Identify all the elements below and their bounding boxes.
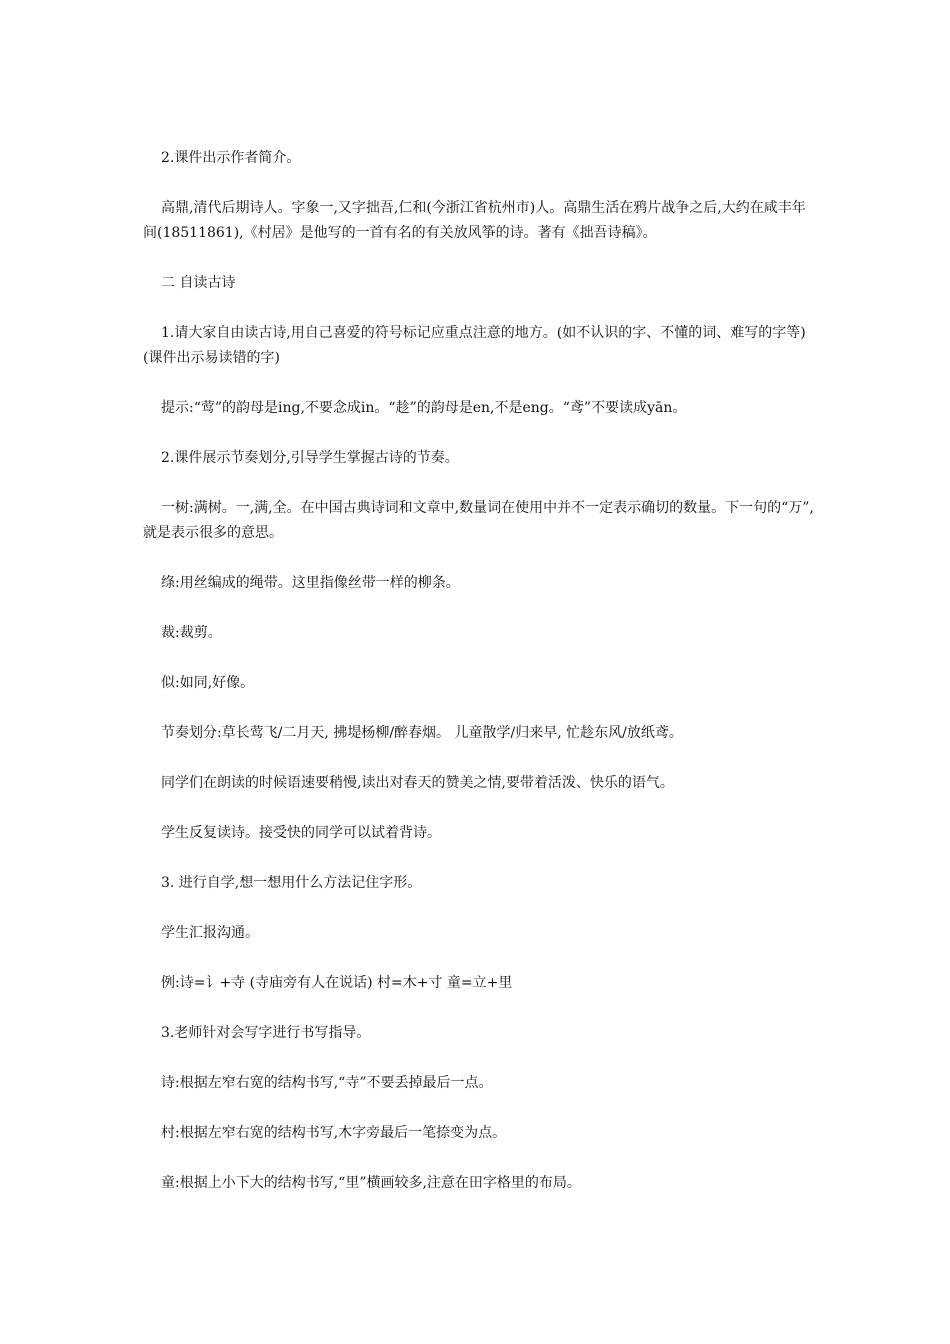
paragraph-character-example: 例:诗=讠+寺 (寺庙旁有人在说话) 村=木+寸 童=立+里 — [161, 975, 513, 991]
paragraph-char-shi: 诗:根据左窄右宽的结构书写,“寺”不要丢掉最后一点。 — [161, 1075, 493, 1091]
paragraph-reading-tone: 同学们在朗读的时候语速要稍慢,读出对春天的赞美之情,要带着活泼、快乐的语气。 — [161, 775, 674, 791]
paragraph-word-cai: 裁:裁剪。 — [161, 625, 222, 641]
paragraph-word-si: 似:如同,好像。 — [161, 675, 255, 691]
paragraph-rhythm-display: 2.课件展示节奏划分,引导学生掌握古诗的节奏。 — [161, 450, 459, 466]
paragraph-rhythm-division: 节奏划分:草长莺飞/二月天, 拂堤杨柳/醉春烟。 儿童散学/归来早, 忙趁东风/放纸鸢。 — [161, 725, 683, 741]
paragraph-courseware-author-intro: 2.课件出示作者简介。 — [161, 150, 301, 166]
paragraph-char-cun: 村:根据左窄右宽的结构书写,木字旁最后一笔捺变为点。 — [161, 1125, 507, 1141]
paragraph-self-study: 3. 进行自学,想一想用什么方法记住字形。 — [161, 875, 422, 891]
paragraph-report: 学生汇报沟通。 — [161, 925, 259, 941]
section-heading-self-reading: 二 自读古诗 — [161, 275, 236, 291]
paragraph-pronunciation-tips: 提示:“莺”的韵母是ing,不要念成in。“趁”的韵母是en,不是eng。“鸢”不要读成yān。 — [161, 400, 687, 416]
paragraph-word-tao: 绦:用丝编成的绳带。这里指像丝带一样的柳条。 — [161, 575, 460, 591]
paragraph-char-tong: 童:根据上小下大的结构书写,“里”横画较多,注意在田字格里的布局。 — [161, 1175, 581, 1191]
paragraph-writing-guidance: 3.老师针对会写字进行书写指导。 — [161, 1025, 371, 1041]
paragraph-repeat-reading: 学生反复读诗。接受快的同学可以试着背诗。 — [161, 825, 441, 841]
paragraph-word-yishu: 一树:满树。一,满,全。在中国古典诗词和文章中,数量词在使用中并不一定表示确切的数量。下一句的“万”,就是表示很多的意思。 — [143, 500, 814, 541]
paragraph-author-bio: 高鼎,清代后期诗人。字象一,又字拙吾,仁和(今浙江省杭州市)人。高鼎生活在鸦片战争之后,大约在咸丰年间(18511861),《村居》是他写的一首有名的有关放风筝的诗。著有《拙吾诗稿》。 — [143, 200, 806, 241]
document-body — [143, 146, 815, 1221]
paragraph-free-reading: 1.请大家自由读古诗,用自己喜爱的符号标记应重点注意的地方。(如不认识的字、不懂的词、难写的字等)(课件出示易读错的字) — [143, 325, 806, 366]
